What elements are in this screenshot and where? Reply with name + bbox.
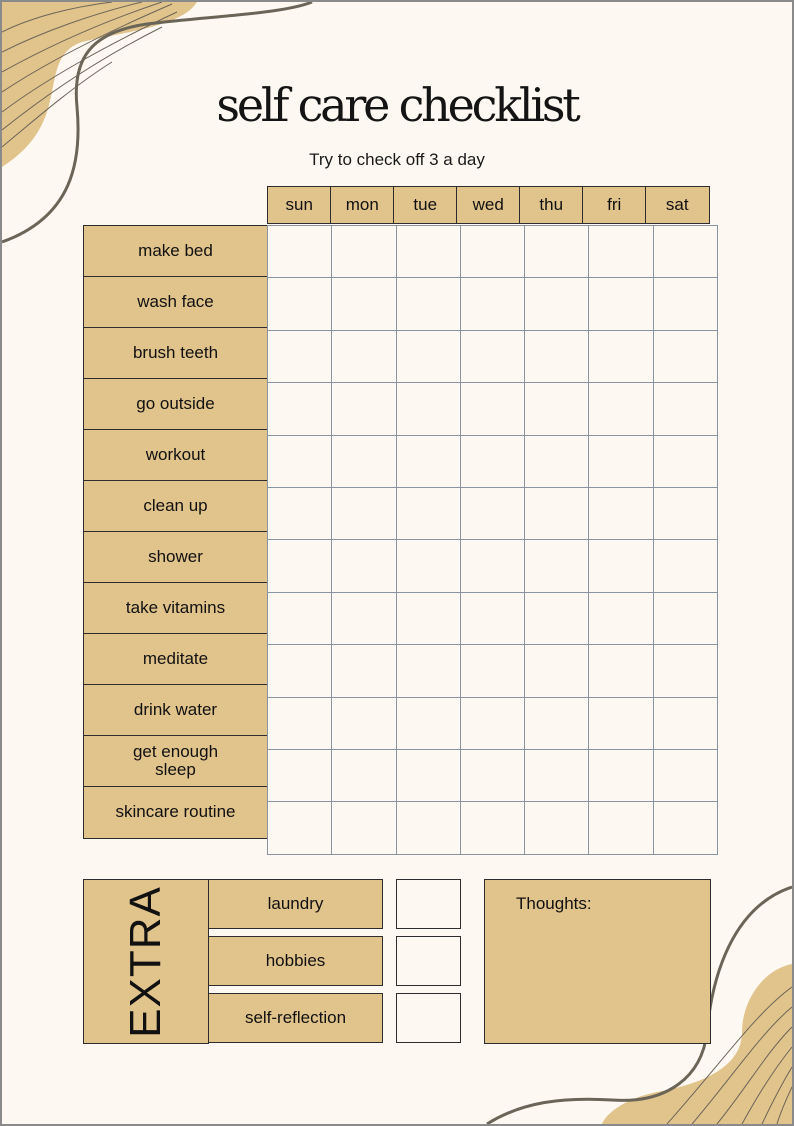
check-cell[interactable]: [654, 645, 718, 697]
task-label: wash face: [83, 276, 268, 329]
check-cell[interactable]: [461, 436, 525, 488]
check-cell[interactable]: [525, 802, 589, 854]
check-cell[interactable]: [268, 750, 332, 802]
check-cell[interactable]: [525, 750, 589, 802]
check-cell[interactable]: [589, 383, 653, 435]
check-cell[interactable]: [268, 226, 332, 278]
check-cell[interactable]: [332, 802, 396, 854]
task-label: meditate: [83, 633, 268, 686]
check-cell[interactable]: [397, 698, 461, 750]
task-label: clean up: [83, 480, 268, 533]
check-cell[interactable]: [332, 488, 396, 540]
check-cell[interactable]: [332, 698, 396, 750]
check-cell[interactable]: [525, 226, 589, 278]
day-header: tue: [393, 186, 458, 224]
extra-label-text: EXTRA: [121, 885, 170, 1038]
check-cell[interactable]: [397, 750, 461, 802]
check-cell[interactable]: [589, 645, 653, 697]
check-cell[interactable]: [332, 436, 396, 488]
task-label: go outside: [83, 378, 268, 431]
check-cell[interactable]: [268, 488, 332, 540]
extra-item: laundry: [208, 879, 383, 929]
check-cell[interactable]: [654, 488, 718, 540]
task-label: drink water: [83, 684, 268, 737]
check-cell[interactable]: [589, 226, 653, 278]
check-cell[interactable]: [461, 802, 525, 854]
check-cell[interactable]: [268, 802, 332, 854]
check-cell[interactable]: [654, 331, 718, 383]
check-cell[interactable]: [332, 226, 396, 278]
thoughts-label: Thoughts:: [516, 894, 592, 913]
check-cell[interactable]: [589, 278, 653, 330]
check-cell[interactable]: [461, 278, 525, 330]
check-cell[interactable]: [654, 750, 718, 802]
day-header: thu: [519, 186, 584, 224]
check-cell[interactable]: [397, 488, 461, 540]
check-cell[interactable]: [332, 278, 396, 330]
check-cell[interactable]: [461, 750, 525, 802]
check-cell[interactable]: [332, 540, 396, 592]
extra-checkbox[interactable]: [396, 879, 461, 929]
check-cell[interactable]: [525, 331, 589, 383]
check-cell[interactable]: [525, 383, 589, 435]
check-cell[interactable]: [654, 226, 718, 278]
check-cell[interactable]: [268, 540, 332, 592]
check-cell[interactable]: [525, 278, 589, 330]
task-label: workout: [83, 429, 268, 482]
check-cell[interactable]: [268, 436, 332, 488]
check-cell[interactable]: [654, 593, 718, 645]
check-cell[interactable]: [654, 383, 718, 435]
day-header: wed: [456, 186, 521, 224]
check-cell[interactable]: [589, 540, 653, 592]
task-column: [83, 225, 268, 837]
check-cell[interactable]: [397, 331, 461, 383]
check-cell[interactable]: [397, 645, 461, 697]
extra-item: self-reflection: [208, 993, 383, 1043]
extra-section-label: [83, 879, 209, 1044]
task-label: skincare routine: [83, 786, 268, 839]
check-cell[interactable]: [461, 540, 525, 592]
check-cell[interactable]: [589, 750, 653, 802]
check-cell[interactable]: [525, 540, 589, 592]
checklist-page: [2, 2, 792, 1124]
check-cell[interactable]: [525, 488, 589, 540]
check-cell[interactable]: [332, 383, 396, 435]
check-cell[interactable]: [461, 645, 525, 697]
task-label: shower: [83, 531, 268, 584]
check-cell[interactable]: [654, 436, 718, 488]
check-cell[interactable]: [332, 331, 396, 383]
check-cell[interactable]: [397, 436, 461, 488]
check-cell[interactable]: [268, 383, 332, 435]
check-cell[interactable]: [268, 698, 332, 750]
task-label: brush teeth: [83, 327, 268, 380]
check-cell[interactable]: [589, 436, 653, 488]
check-cell[interactable]: [654, 540, 718, 592]
check-cell[interactable]: [461, 331, 525, 383]
check-cell[interactable]: [654, 802, 718, 854]
check-cell[interactable]: [397, 540, 461, 592]
check-cell[interactable]: [332, 645, 396, 697]
day-header: sun: [267, 186, 332, 224]
check-cell[interactable]: [589, 698, 653, 750]
check-cell[interactable]: [525, 436, 589, 488]
check-cell[interactable]: [461, 593, 525, 645]
task-label: make bed: [83, 225, 268, 278]
check-cell[interactable]: [397, 383, 461, 435]
checkbox-grid: [267, 225, 718, 855]
check-cell[interactable]: [332, 593, 396, 645]
check-cell[interactable]: [268, 331, 332, 383]
check-cell[interactable]: [461, 383, 525, 435]
check-cell[interactable]: [589, 488, 653, 540]
check-cell[interactable]: [397, 278, 461, 330]
check-cell[interactable]: [268, 278, 332, 330]
check-cell[interactable]: [589, 593, 653, 645]
day-header: sat: [645, 186, 710, 224]
check-cell[interactable]: [461, 698, 525, 750]
check-cell[interactable]: [525, 593, 589, 645]
check-cell[interactable]: [268, 593, 332, 645]
day-header: fri: [582, 186, 647, 224]
check-cell[interactable]: [525, 645, 589, 697]
check-cell[interactable]: [397, 226, 461, 278]
task-label: get enough sleep: [83, 735, 268, 788]
day-header-row: [267, 186, 708, 224]
check-cell[interactable]: [525, 698, 589, 750]
check-cell[interactable]: [332, 750, 396, 802]
extra-checkbox[interactable]: [396, 936, 461, 986]
check-cell[interactable]: [397, 593, 461, 645]
page-subtitle: Try to check off 3 a day: [309, 150, 485, 169]
check-cell[interactable]: [654, 278, 718, 330]
check-cell[interactable]: [461, 488, 525, 540]
extra-checkbox[interactable]: [396, 993, 461, 1043]
check-cell[interactable]: [461, 226, 525, 278]
extra-item: hobbies: [208, 936, 383, 986]
day-header: mon: [330, 186, 395, 224]
check-cell[interactable]: [589, 802, 653, 854]
check-cell[interactable]: [268, 645, 332, 697]
check-cell[interactable]: [397, 802, 461, 854]
thoughts-box[interactable]: [484, 879, 711, 1044]
check-cell[interactable]: [589, 331, 653, 383]
task-label: take vitamins: [83, 582, 268, 635]
check-cell[interactable]: [654, 698, 718, 750]
page-title: self care checklist: [216, 78, 578, 132]
